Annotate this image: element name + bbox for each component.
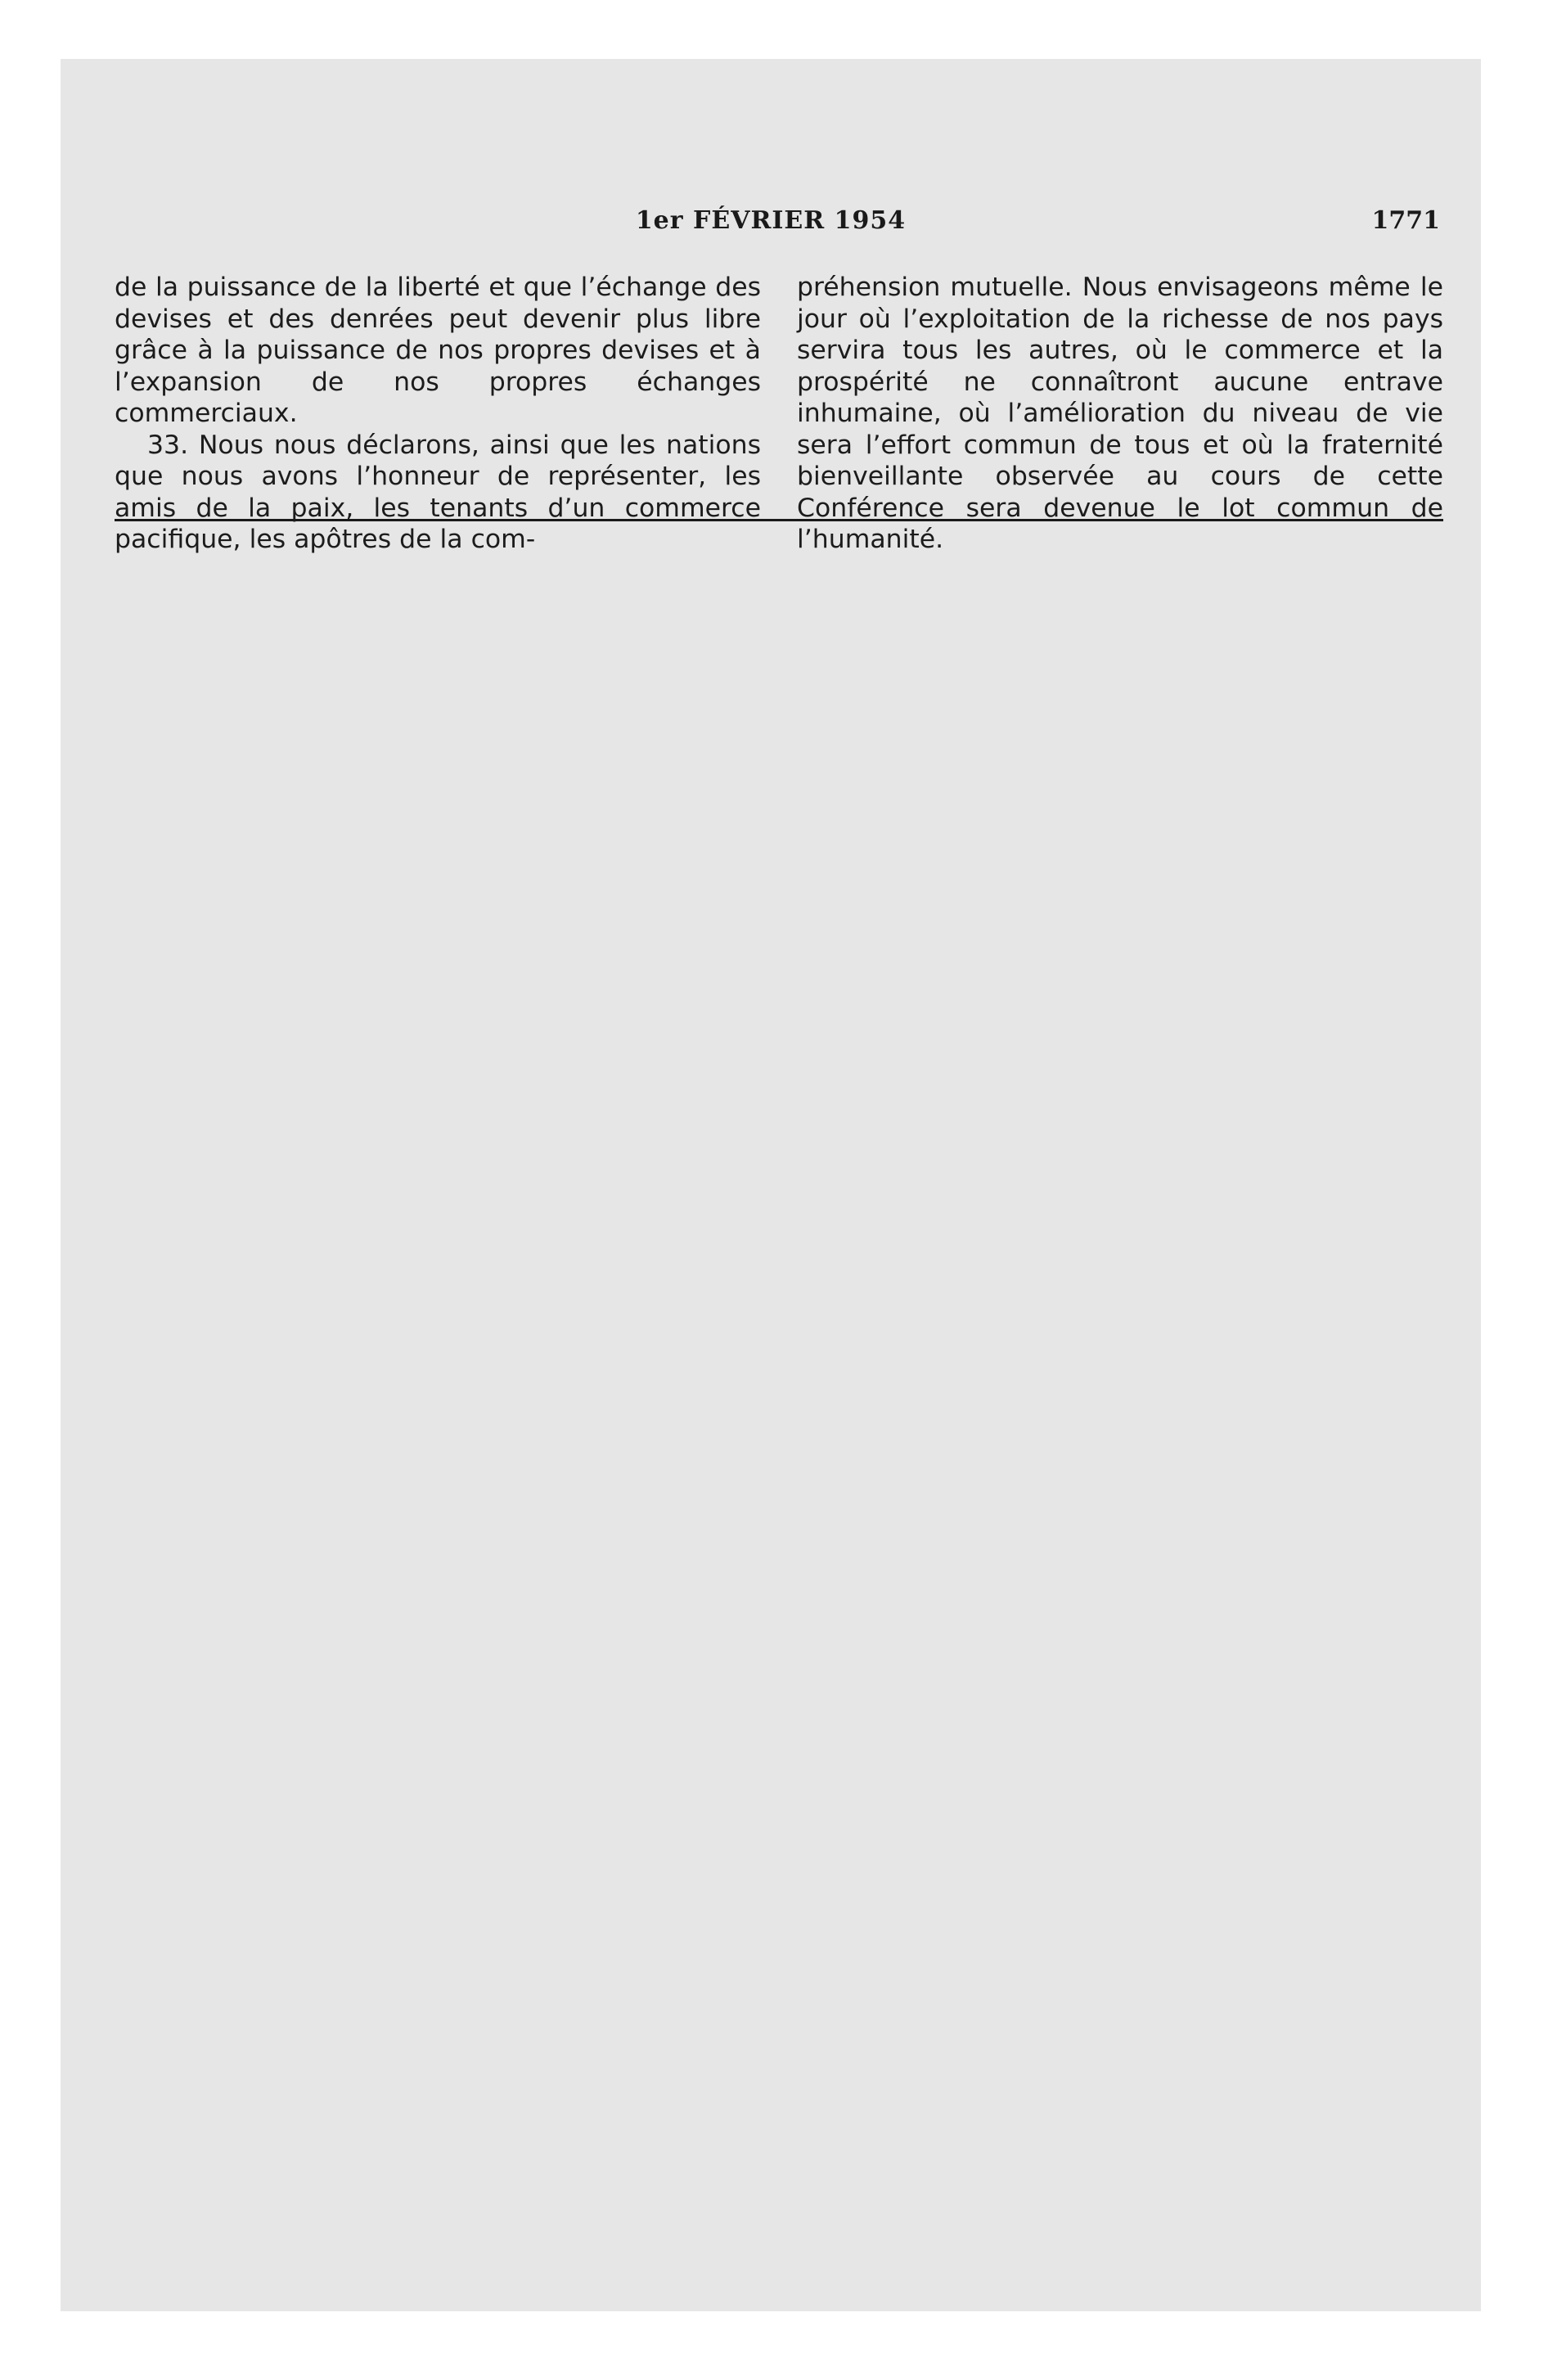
left-paragraph-2: 33. Nous nous déclarons, ainsi que les nations que nous avons l’honneur de représenter, les amis de la paix, les tenants d’un commerce pacifique, les apôtres de la com- — [115, 430, 761, 554]
scanned-page — [61, 59, 1481, 2311]
left-paragraph-1: de la puissance de la liberté et que l’échange des devises et des denrées peut devenir plus libre grâce à la puissance de nos propres devises et à l’expansion de nos propres échanges commerciaux. — [115, 273, 761, 428]
right-column — [797, 272, 1443, 556]
header-date: 1er FÉVRIER 1954 — [635, 206, 907, 235]
running-header — [61, 206, 1481, 255]
section-divider — [115, 519, 1443, 521]
right-paragraph-1: préhension mutuelle. Nous envisageons même le jour où l’exploitation de la richesse de nos pays servira tous les autres, où le commerce et la prospérité ne connaîtront aucune entrave inhumaine, où l’amélioration du niveau de vie sera l’effort commun de tous et où la fraternité bienveillante observée au cours de cette Conférence sera devenue le lot commun de l’humanité. — [797, 273, 1443, 554]
page-number: 1771 — [1371, 206, 1440, 235]
left-column — [115, 272, 761, 556]
